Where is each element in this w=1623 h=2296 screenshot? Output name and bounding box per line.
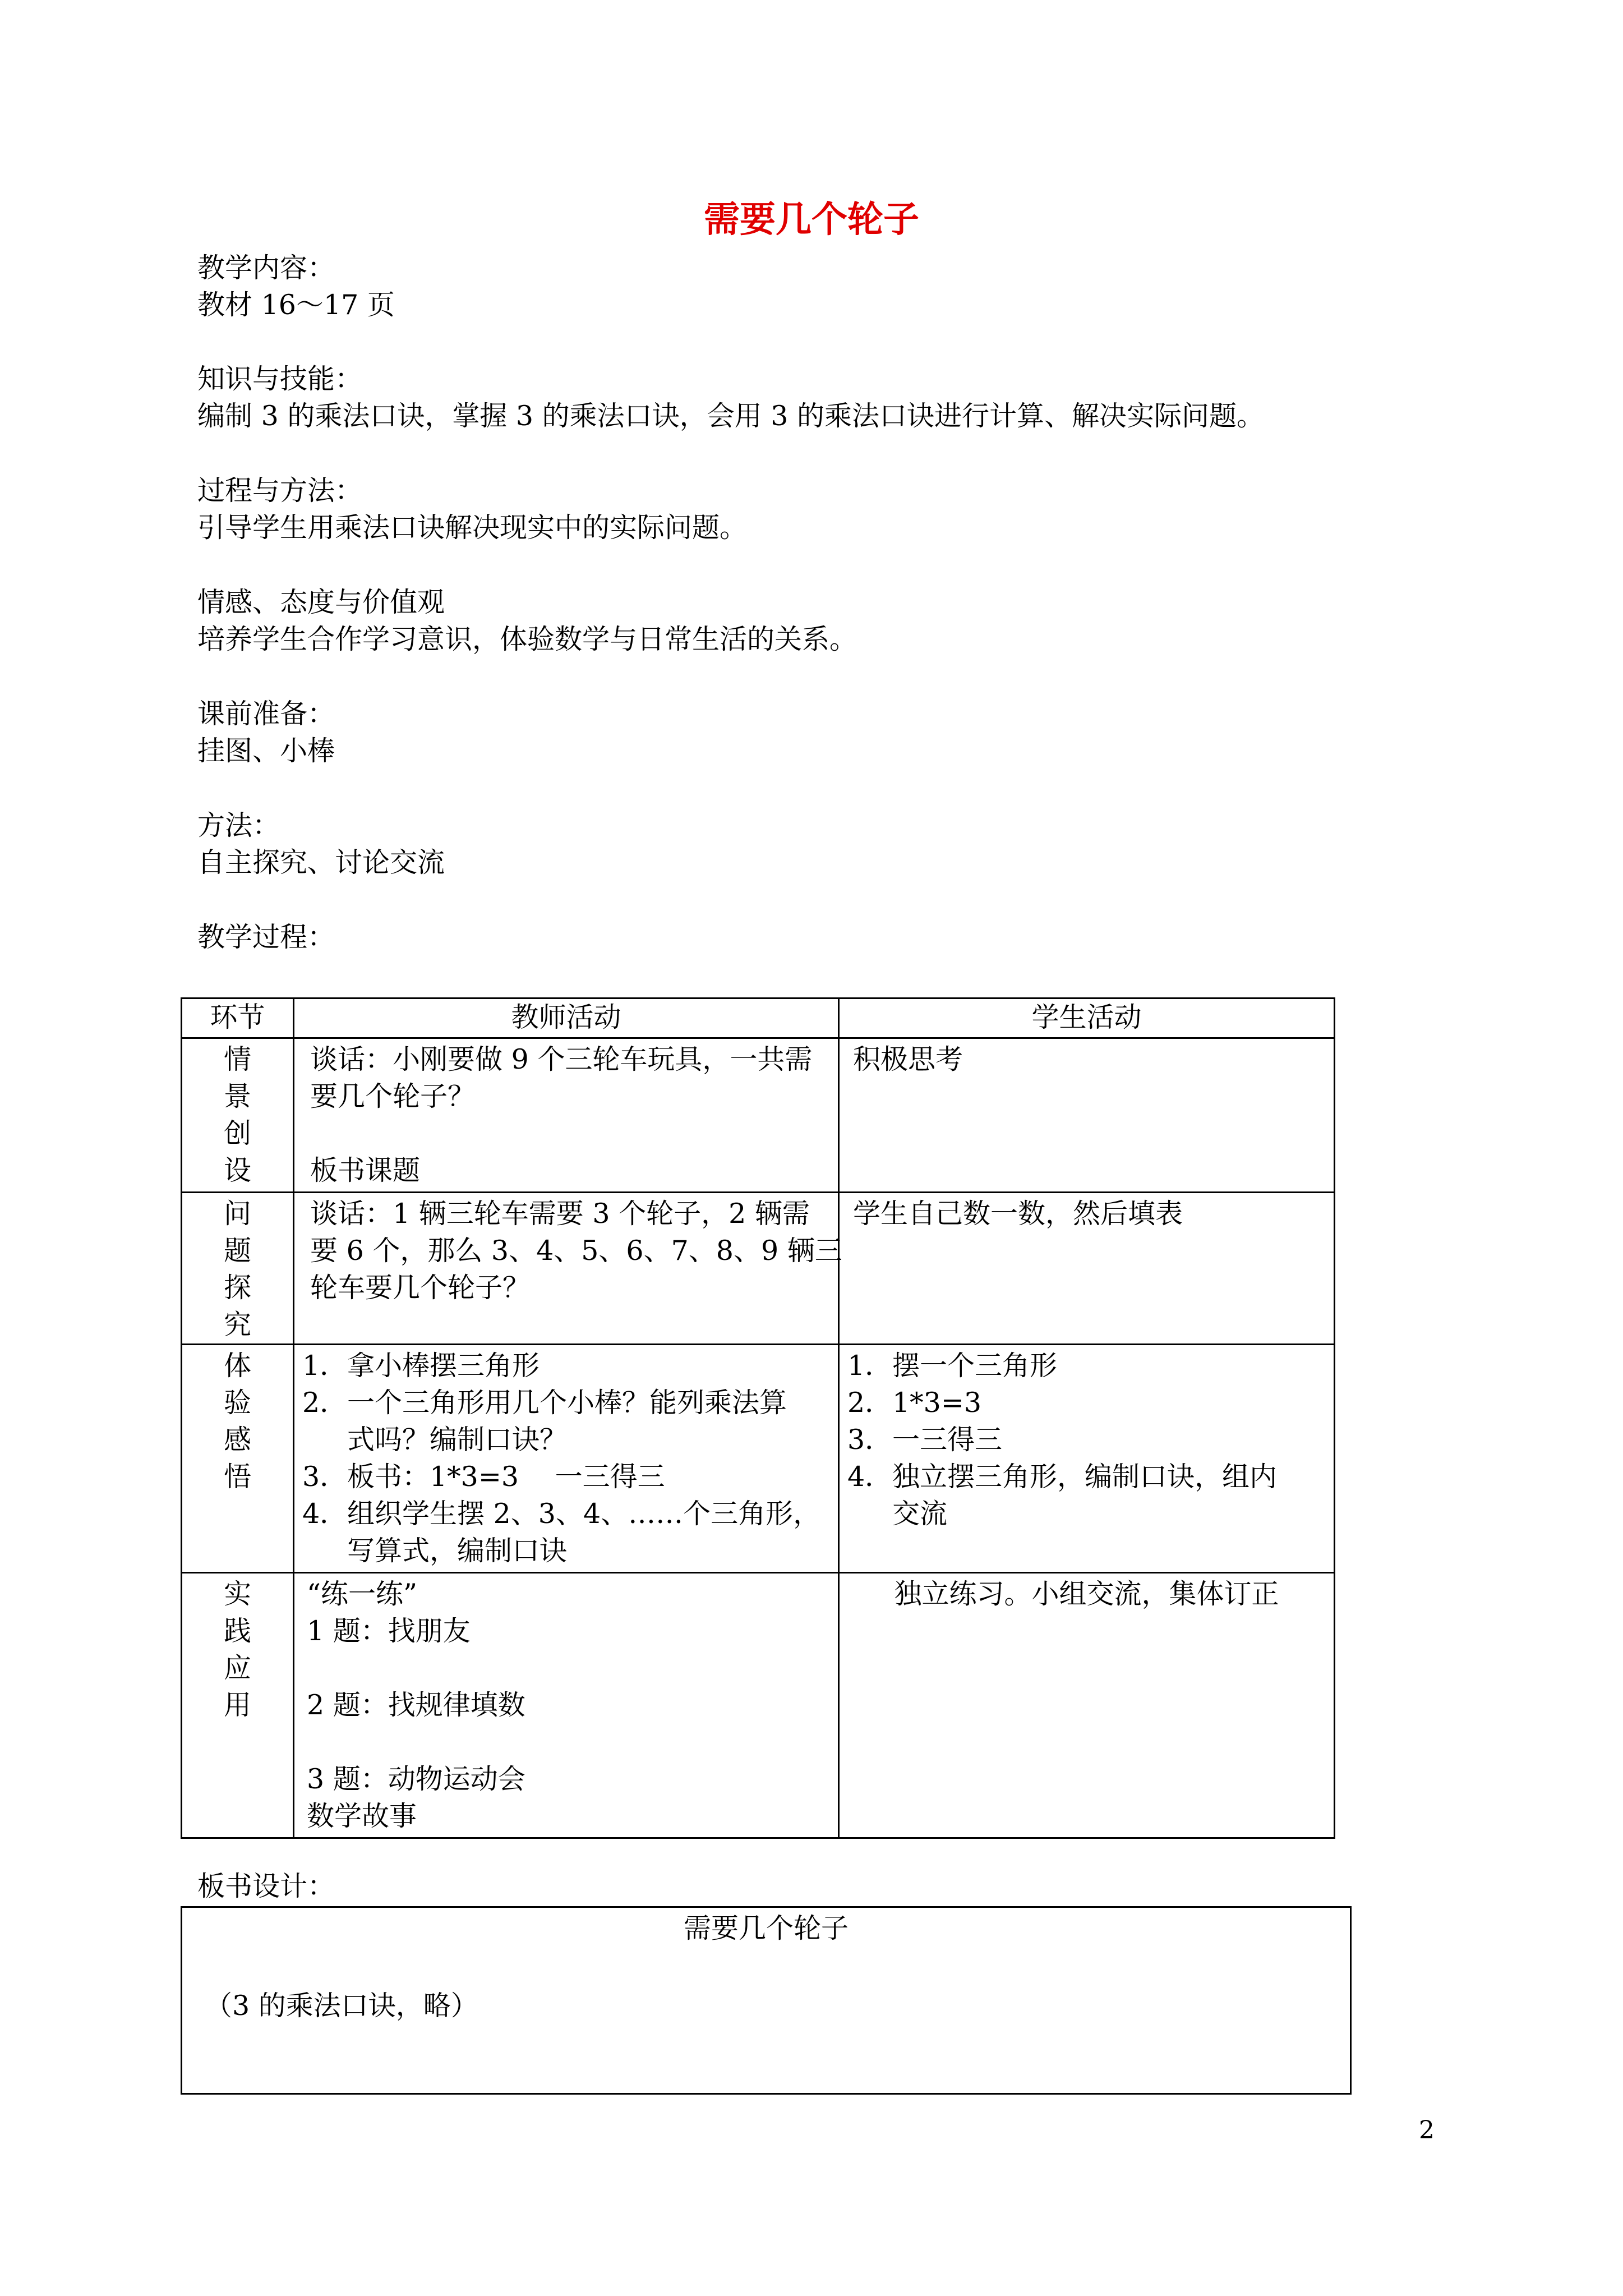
list-text: 拿小棒摆三角形 xyxy=(347,1350,540,1382)
list-text: 一个三角形用几个小棒？能列乘法算 xyxy=(347,1387,787,1419)
list-item xyxy=(302,1384,822,1458)
teacher-line: 谈话：小刚要做 9 个三轮车玩具，一共需 xyxy=(310,1043,813,1075)
section-teaching-content xyxy=(197,250,1459,324)
list-text: 交流 xyxy=(892,1498,948,1530)
list-item xyxy=(847,1421,1320,1458)
list-text: 写算式，编制口诀 xyxy=(347,1535,568,1567)
teacher-line: 1 题：找朋友 xyxy=(307,1615,471,1647)
student-activity-cell xyxy=(839,1193,1335,1345)
stage-char: 感 xyxy=(223,1424,251,1456)
board-title: 需要几个轮子 xyxy=(683,1912,849,1944)
stage-char: 创 xyxy=(223,1117,251,1149)
list-number: 3． xyxy=(302,1461,348,1493)
stage-char: 设 xyxy=(223,1154,251,1186)
student-activity-cell xyxy=(839,1345,1335,1573)
table-header-row xyxy=(182,999,1335,1038)
teacher-line: 2 题：找规律填数 xyxy=(307,1689,525,1721)
stage-char: 问 xyxy=(223,1198,251,1230)
section-heading: 教学内容： xyxy=(197,252,335,284)
stage-char: 体 xyxy=(223,1350,251,1382)
section-text: 培养学生合作学习意识，体验数学与日常生活的关系。 xyxy=(197,623,857,655)
section-process-methods xyxy=(197,472,1459,546)
student-activity-cell xyxy=(839,1573,1335,1838)
teaching-process-table xyxy=(181,997,1335,1839)
section-heading: 过程与方法： xyxy=(197,475,363,507)
stage-cell xyxy=(182,1345,294,1573)
page-title: 需要几个轮子 xyxy=(704,199,919,241)
section-text: 引导学生用乘法口诀解决现实中的实际问题。 xyxy=(197,512,748,544)
list-text: 一三得三 xyxy=(892,1424,1003,1456)
list-item xyxy=(302,1496,822,1570)
list-text: 摆一个三角形 xyxy=(892,1350,1058,1382)
teacher-activity-cell xyxy=(294,1193,842,1345)
list-number: 2． xyxy=(847,1387,893,1419)
stage-char: 题 xyxy=(223,1235,251,1267)
section-process-heading xyxy=(197,919,1459,956)
column-header: 学生活动 xyxy=(839,999,1335,1038)
table-row xyxy=(182,1345,1335,1573)
student-line: 独立练习。小组交流，集体订正 xyxy=(894,1578,1279,1610)
list-number: 4． xyxy=(302,1498,348,1530)
section-text: 教材 16～17 页 xyxy=(197,289,395,321)
list-text: 式吗？编制口诀？ xyxy=(347,1424,568,1456)
board-design-label: 板书设计： xyxy=(197,1870,335,1902)
teacher-line: “练一练” xyxy=(307,1578,418,1610)
list-item xyxy=(847,1347,1320,1384)
teacher-activity-cell xyxy=(294,1573,839,1838)
student-activity-cell xyxy=(839,1038,1335,1193)
section-heading: 课前准备： xyxy=(197,698,335,730)
table-row xyxy=(182,1573,1335,1838)
list-number: 4． xyxy=(847,1461,893,1493)
list-number: 1． xyxy=(302,1350,348,1382)
stage-cell xyxy=(182,1038,294,1193)
stage-char: 景 xyxy=(223,1080,251,1112)
section-heading: 知识与技能： xyxy=(197,363,363,395)
stage-char: 情 xyxy=(223,1043,251,1075)
section-knowledge-skills xyxy=(197,361,1459,435)
section-text: 挂图、小棒 xyxy=(197,735,335,767)
stage-char: 究 xyxy=(223,1309,251,1341)
stage-char: 实 xyxy=(223,1578,251,1610)
list-text: 1*3=3 xyxy=(892,1387,982,1419)
teacher-activity-cell xyxy=(294,1038,839,1193)
teacher-line: 谈话：1 辆三轮车需要 3 个轮子，2 辆需 xyxy=(310,1198,810,1230)
teacher-line: 数学故事 xyxy=(307,1800,417,1832)
teacher-line: 板书课题 xyxy=(310,1154,421,1186)
list-item xyxy=(847,1384,1320,1421)
section-text: 编制 3 的乘法口诀，掌握 3 的乘法口诀，会用 3 的乘法口诀进行计算、解决实际问题。 xyxy=(197,400,1264,432)
teacher-activity-cell xyxy=(294,1345,839,1573)
section-preparation xyxy=(197,696,1459,770)
list-text: 独立摆三角形，编制口诀，组内 xyxy=(892,1461,1278,1493)
list-item xyxy=(847,1458,1320,1533)
stage-char: 践 xyxy=(223,1615,251,1647)
board-note: （3 的乘法口诀，略） xyxy=(205,1990,478,2022)
section-heading: 情感、态度与价值观 xyxy=(197,586,445,618)
column-header: 教师活动 xyxy=(294,999,839,1038)
teacher-line: 轮车要几个轮子？ xyxy=(310,1272,531,1304)
student-line: 积极思考 xyxy=(853,1043,963,1075)
teacher-line: 要 6 个，那么 3、4、5、6、7、8、9 辆三 xyxy=(310,1235,842,1267)
section-method xyxy=(197,807,1459,881)
teacher-line: 要几个轮子？ xyxy=(310,1080,476,1112)
section-heading: 方法： xyxy=(197,809,280,841)
board-design-box xyxy=(181,1906,1352,2095)
column-header: 环节 xyxy=(182,999,294,1038)
stage-cell xyxy=(182,1193,294,1345)
list-text: 板书：1*3=3 一三得三 xyxy=(347,1461,665,1493)
stage-char: 验 xyxy=(223,1387,251,1419)
list-number: 3． xyxy=(847,1424,893,1456)
table-row xyxy=(182,1193,1335,1345)
stage-char: 探 xyxy=(223,1272,251,1304)
list-item xyxy=(302,1458,822,1496)
stage-char: 应 xyxy=(223,1652,251,1684)
stage-char: 悟 xyxy=(223,1461,251,1493)
process-heading: 教学过程： xyxy=(197,921,335,953)
table-row xyxy=(182,1038,1335,1193)
list-number: 2． xyxy=(302,1387,348,1419)
teacher-line: 3 题：动物运动会 xyxy=(307,1763,525,1795)
stage-cell xyxy=(182,1573,294,1838)
list-text: 组织学生摆 2、3、4、……个三角形， xyxy=(347,1498,821,1530)
list-number: 1． xyxy=(847,1350,893,1382)
section-emotion-values xyxy=(197,584,1459,658)
stage-char: 用 xyxy=(223,1689,251,1721)
page-number: 2 xyxy=(1419,2116,1435,2145)
section-text: 自主探究、讨论交流 xyxy=(197,846,445,878)
student-line: 学生自己数一数，然后填表 xyxy=(853,1198,1183,1230)
list-item xyxy=(302,1347,822,1384)
